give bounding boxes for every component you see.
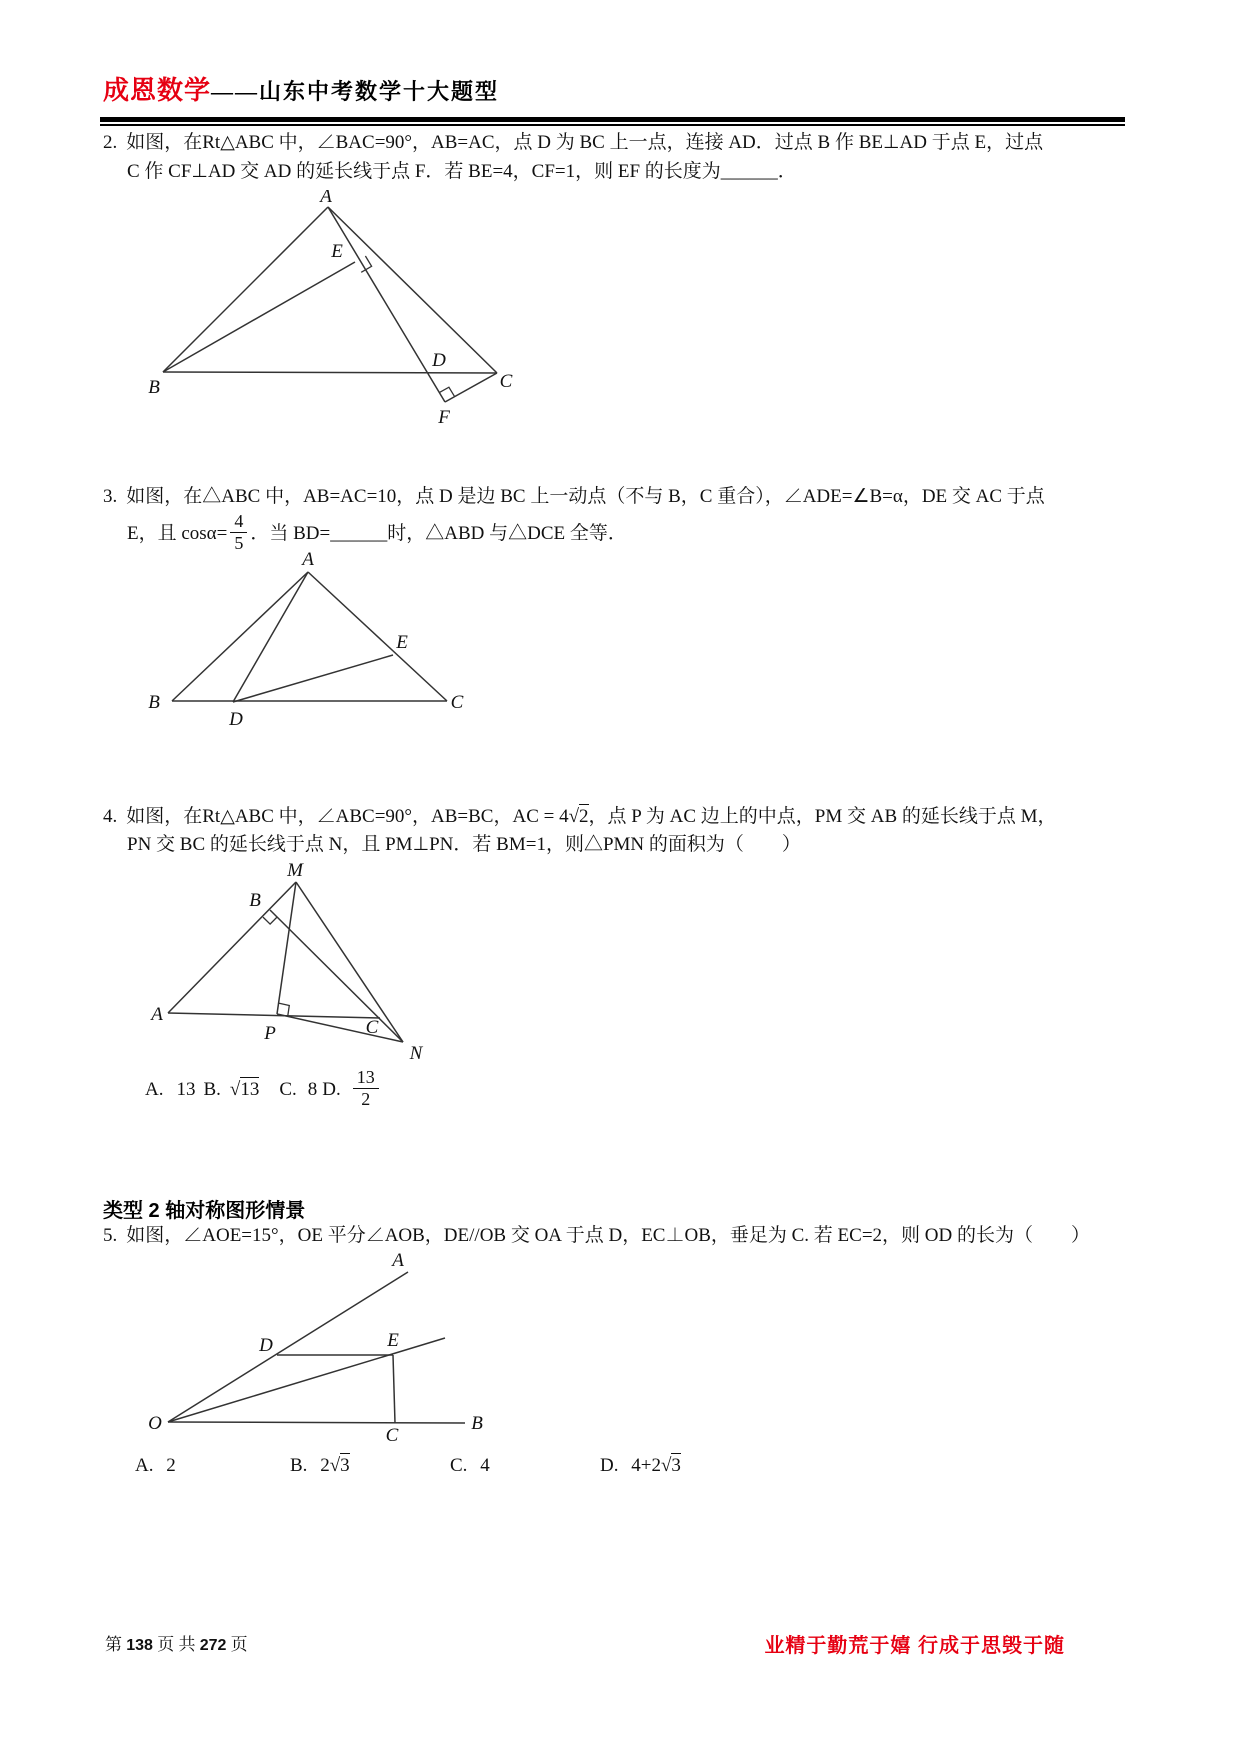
- page-header: [103, 70, 499, 107]
- fig5-label-A: A: [392, 1250, 404, 1271]
- option-5c-label: C.: [450, 1455, 468, 1476]
- problem-3-blank: ______: [330, 523, 388, 545]
- brand-logo-text: 成恩数学: [103, 75, 212, 105]
- option-4d-fraction-13-2: [353, 1068, 379, 1109]
- footer-slogan: 业精于勤荒于嬉 行成于思毁于随: [764, 1635, 1065, 1657]
- fig2-label-B: B: [148, 377, 160, 398]
- problem-3-number: 3.: [103, 486, 118, 507]
- fig3-label-B: B: [148, 692, 160, 713]
- option-5c: [450, 1455, 490, 1477]
- footer-page-total: 272: [199, 1637, 227, 1654]
- figure-problem-5: [140, 1248, 490, 1448]
- option-5d-sqrt-3: √3: [660, 1455, 681, 1476]
- section-2-heading: 类型 2 轴对称图形情景: [103, 1200, 306, 1222]
- option-5a-value: 2: [166, 1455, 176, 1476]
- problem-2-line-2: [127, 160, 797, 184]
- option-4c-label: C.: [279, 1079, 297, 1101]
- problem-4-number: 4.: [103, 806, 118, 827]
- header-rule-thick: [100, 117, 1125, 122]
- footer-page-suffix: 页: [230, 1635, 248, 1654]
- fig3-label-D: D: [229, 709, 243, 730]
- problem-4-line-2: [127, 833, 801, 857]
- header-subtitle: ——山东中考数学十大题型: [211, 79, 500, 104]
- problem-3-line-1: [103, 485, 1045, 509]
- problem-4-line-1: [103, 805, 1057, 829]
- angle-figure-5: [140, 1248, 490, 1443]
- problem-2-line-1: [103, 131, 1043, 155]
- figure-problem-2: [140, 190, 520, 435]
- fig5-label-D: D: [259, 1335, 273, 1356]
- fig3-label-A: A: [302, 549, 314, 570]
- problem-3-text-2a: E，且 cosα=: [127, 523, 228, 545]
- fig2-label-F: F: [438, 407, 450, 428]
- problem-5-line-1: [103, 1224, 1090, 1248]
- fig3-label-C: C: [450, 692, 464, 713]
- option-5c-value: 4: [480, 1455, 490, 1476]
- option-5d: [600, 1455, 681, 1477]
- problem-4-text-1b: ，点 P 为 AC 边上的中点，PM 交 AB 的延长线于点 M，: [588, 806, 1057, 827]
- problem-4-text-1a: 如图，在Rt△ABC 中，∠ABC=90°，AB=BC，AC = 4: [126, 806, 569, 827]
- option-4c-value: 8: [307, 1079, 318, 1101]
- problem-2-number: 2.: [103, 132, 118, 153]
- problem-3-text-2b: ．当 BD=: [250, 523, 331, 545]
- problem-5-text-1: 如图，∠AOE=15°，OE 平分∠AOB，DE//OB 交 OA 于点 D，EC⊥OB，垂足为 C. 若 EC=2，则 OD 的长为（ ）: [126, 1225, 1090, 1246]
- fig2-label-C: C: [499, 371, 513, 392]
- fraction-denominator: 5: [234, 532, 244, 553]
- sqrt-2: √2: [568, 806, 589, 827]
- footer-page-prefix: 第: [105, 1635, 122, 1654]
- fig4-label-B: B: [249, 890, 261, 911]
- figure-problem-4: [140, 860, 440, 1070]
- fig2-label-A: A: [320, 190, 332, 207]
- option-5b-sqrt-3: √3: [329, 1455, 350, 1476]
- header-rule-thin: [100, 124, 1125, 126]
- fig4-label-N: N: [409, 1043, 423, 1064]
- problem-5-number: 5.: [103, 1225, 118, 1246]
- option-4a-label: A.: [145, 1079, 164, 1101]
- option-5b-pre: 2: [320, 1455, 330, 1476]
- option-4b-label: B.: [203, 1079, 221, 1101]
- fraction-numerator: 4: [230, 512, 247, 533]
- option-5b: [290, 1455, 350, 1477]
- option-5a: [135, 1455, 176, 1477]
- fig3-label-E: E: [396, 632, 408, 653]
- fig5-label-O: O: [148, 1413, 162, 1434]
- footer-page-indicator: [105, 1630, 248, 1655]
- footer-page-number: 138: [126, 1637, 153, 1654]
- fig2-label-D: D: [432, 350, 446, 371]
- option-4a-value: 13: [176, 1079, 196, 1101]
- fig2-label-E: E: [331, 241, 343, 262]
- right-angle-mark-B: [263, 917, 277, 924]
- footer-page-middle: 页 共: [157, 1635, 196, 1654]
- problem-2-text-2: C 作 CF⊥AD 交 AD 的延长线于点 F．若 BE=4，CF=1，则 EF 的长度为______．: [127, 161, 797, 182]
- option-5b-label: B.: [290, 1455, 308, 1476]
- option-5d-label: D.: [600, 1455, 619, 1476]
- fig5-label-B: B: [471, 1413, 483, 1434]
- figure-problem-3: [140, 548, 480, 738]
- problem-3-text-2c: 时，△ABD 与△DCE 全等．: [387, 523, 627, 545]
- fig4-label-P: P: [264, 1023, 276, 1044]
- option-4b-value-sqrt-13: √13: [229, 1079, 260, 1101]
- problem-3-text-1: 如图，在△ABC 中，AB=AC=10，点 D 是边 BC 上一动点（不与 B，C 重合），∠ADE=∠B=α，DE 交 AC 于点: [126, 486, 1045, 507]
- option-4d-label: D.: [322, 1079, 341, 1101]
- fraction-4-5: [230, 512, 247, 553]
- option-4d-numerator: 13: [353, 1068, 379, 1089]
- problem-4-options: [145, 1066, 382, 1114]
- triangle-figure-3: [140, 548, 480, 733]
- fig4-label-M: M: [287, 860, 303, 881]
- problem-4-text-2: PN 交 BC 的延长线于点 N，且 PM⊥PN．若 BM=1，则△PMN 的面积为（ ）: [127, 834, 801, 855]
- triangle-figure-2: [140, 190, 520, 430]
- problem-2-text-1: 如图，在Rt△ABC 中，∠BAC=90°，AB=AC，点 D 为 BC 上一点，连接 AD．过点 B 作 BE⊥AD 于点 E，过点: [126, 132, 1044, 153]
- triangle-figure-4: [140, 860, 440, 1065]
- option-4d-denominator: 2: [361, 1088, 371, 1109]
- fig5-label-E: E: [387, 1330, 399, 1351]
- fig5-label-C: C: [385, 1425, 399, 1443]
- option-5d-pre: 4+2: [631, 1455, 661, 1476]
- option-5a-label: A.: [135, 1455, 154, 1476]
- fig4-label-A: A: [151, 1004, 163, 1025]
- fig4-label-C: C: [365, 1017, 379, 1038]
